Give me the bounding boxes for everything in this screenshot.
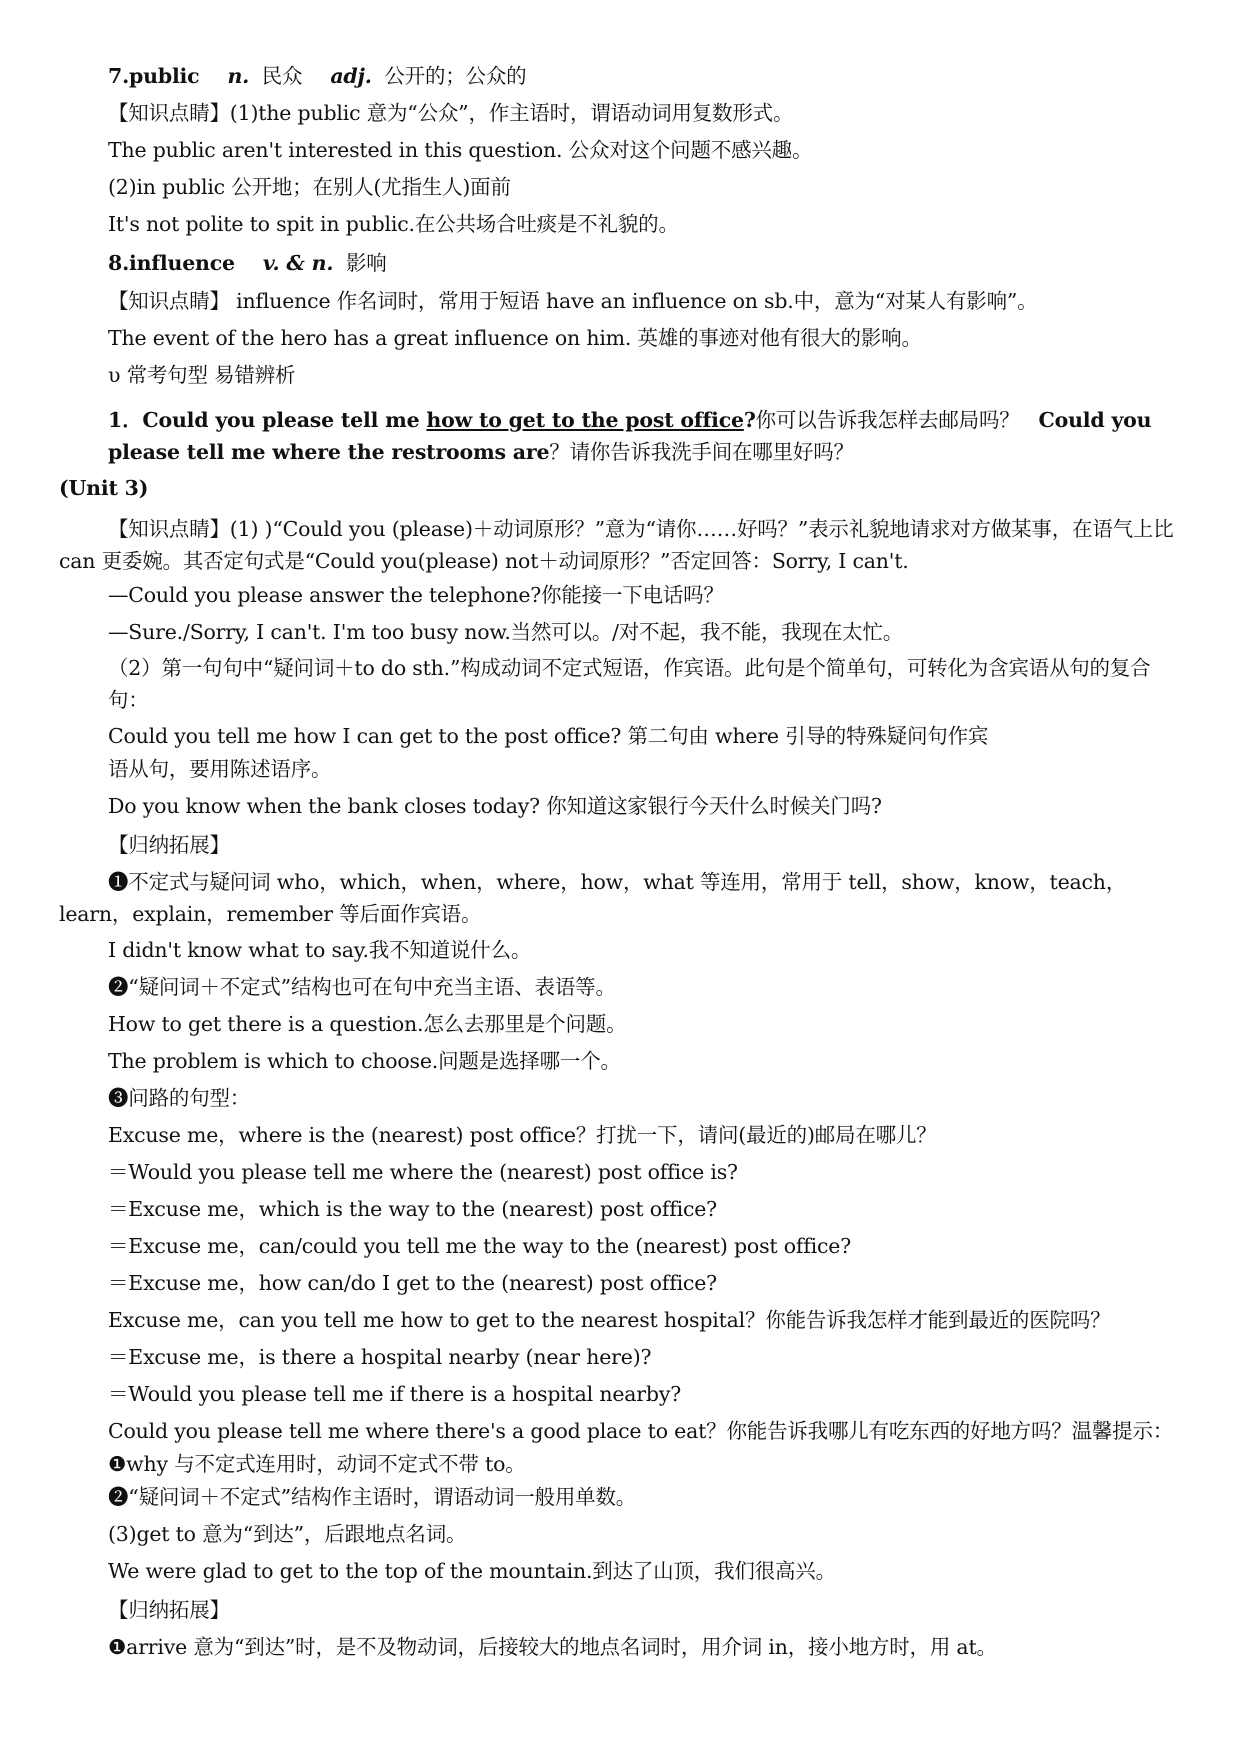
entry-word: 7.public — [108, 64, 200, 88]
underlined-phrase: how to get to the post office — [426, 408, 744, 432]
text-paragraph: 【知识点睛】(1) )“Could you (please)＋动词原形？”意为“请你……好吗？”表示礼貌地请求对方做某事，在语气上比 can 更委婉。其否定句式是“Could you(please) not＋动词原形？”否定回答：Sorry, I can't. — [59, 517, 1174, 573]
text-line: ❶arrive 意为“到达”时，是不及物动词，后接较大的地点名词时，用介词 in，接小地方时，用 at。 — [108, 1635, 997, 1659]
part-of-speech: v. & n. — [262, 251, 334, 275]
text-line: Excuse me，can you tell me how to get to the nearest hospital？你能告诉我怎样才能到最近的医院吗？ — [108, 1308, 1111, 1332]
meaning: 民众 — [261, 64, 303, 88]
text-line: The problem is which to choose.问题是选择哪一个。 — [108, 1049, 621, 1073]
meaning: 公开的；公众的 — [384, 64, 527, 88]
text-line: ＝Excuse me，can/could you tell me the way to the (nearest) post office? — [108, 1234, 852, 1258]
text-line: ＝Would you please tell me where the (nearest) post office is? — [108, 1160, 738, 1184]
text-line: (3)get to 意为“到达”，后跟地点名词。 — [108, 1522, 467, 1546]
text-line: Could you tell me how I can get to the post office? 第二句由 where 引导的特殊疑问句作宾 — [108, 724, 989, 748]
text-line: ❷“疑问词＋不定式”结构也可在句中充当主语、表语等。 — [108, 975, 616, 999]
part-of-speech: adj. — [330, 64, 372, 88]
section-label: υ 常考句型 易错辨析 — [108, 363, 296, 387]
text-line: The event of the hero has a great influence on him. 英雄的事迹对他有很大的影响。 — [108, 326, 922, 350]
text-line: 【知识点睛】 influence 作名词时，常用于短语 have an influence on sb.中，意为“对某人有影响”。 — [108, 289, 1038, 313]
text-line: Could you please tell me where there's a good place to eat？你能告诉我哪儿有吃东西的好地方吗？温馨提示： — [108, 1419, 1174, 1443]
key-sentence: 1．Could you please tell me how to get to the post office?你可以告诉我怎样去邮局吗？ Could you please tell me where the restrooms are？请你告诉我洗手间在哪里好吗？ — [108, 408, 1152, 464]
entry-public-heading — [108, 62, 526, 90]
text-line: Excuse me，where is the (nearest) post office？打扰一下，请问(最近的)邮局在哪儿？ — [108, 1123, 937, 1147]
text-paragraph: （2）第一句句中“疑问词＋to do sth.”构成动词不定式短语，作宾语。此句是个简单句，可转化为含宾语从句的复合句： — [108, 656, 1151, 712]
text-paragraph: ❶不定式与疑问词 who，which，when，where，how，what 等连用，常用于 tell，show，know，teach，learn，explain，remember 等后面作宾语。 — [59, 870, 1127, 926]
text-line: ＝Excuse me，how can/do I get to the (nearest) post office? — [108, 1271, 717, 1295]
text-line: How to get there is a question.怎么去那里是个问题。 — [108, 1012, 627, 1036]
text-line: ❶why 与不定式连用时，动词不定式不带 to。 — [108, 1452, 526, 1476]
text-line: It's not polite to spit in public.在公共场合吐痰是不礼貌的。 — [108, 212, 679, 236]
text-line: ＝Excuse me，is there a hospital nearby (near here)? — [108, 1345, 652, 1369]
text-line: I didn't know what to say.我不知道说什么。 — [108, 938, 532, 962]
text-line: ❷“疑问词＋不定式”结构作主语时，谓语动词一般用单数。 — [108, 1485, 637, 1509]
text-line: —Could you please answer the telephone?你能接一下电话吗？ — [108, 583, 724, 607]
text-line: 语从句，要用陈述语序。 — [108, 757, 332, 781]
unit-label: (Unit 3) — [59, 476, 149, 500]
entry-word: 8.influence — [108, 251, 235, 275]
section-label: 【归纳拓展】 — [108, 833, 230, 857]
text-line: The public aren't interested in this question. 公众对这个问题不感兴趣。 — [108, 138, 813, 162]
entry-influence-heading — [108, 249, 387, 277]
text-line: —Sure./Sorry, I can't. I'm too busy now.当然可以。/对不起，我不能，我现在太忙。 — [108, 620, 904, 644]
text-line: ❸问路的句型： — [108, 1086, 251, 1110]
text-line: (2)in public 公开地；在别人(尤指生人)面前 — [108, 175, 511, 199]
text-line: ＝Would you please tell me if there is a hospital nearby? — [108, 1382, 681, 1406]
section-label: 【归纳拓展】 — [108, 1598, 230, 1622]
text-line: ＝Excuse me，which is the way to the (nearest) post office? — [108, 1197, 717, 1221]
text-line: We were glad to get to the top of the mountain.到达了山顶，我们很高兴。 — [108, 1559, 836, 1583]
text-line: 【知识点睛】(1)the public 意为“公众”，作主语时，谓语动词用复数形式。 — [108, 101, 794, 125]
meaning: 影响 — [345, 251, 387, 275]
text-line: Do you know when the bank closes today? 你知道这家银行今天什么时候关门吗? — [108, 794, 882, 818]
part-of-speech: n. — [227, 64, 250, 88]
